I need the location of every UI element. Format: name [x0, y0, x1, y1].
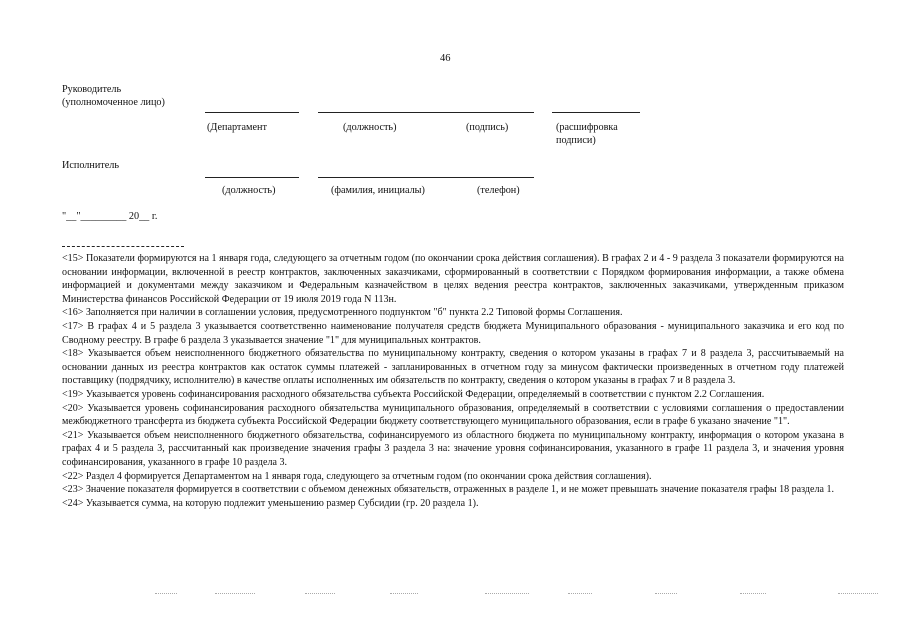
- scan-speck: [838, 593, 878, 595]
- scan-speck: [305, 593, 335, 595]
- footnote-17: <17> В графах 4 и 5 раздела 3 указывается соответственно наименование получателя средств бюджета Муниципального образования - муниципального заказчика и его код по Сводному реестру. В графе 6 раздела 3 указывается значение "1" для муниципальных контрактов.: [62, 320, 844, 346]
- date-line: "__"_________ 20__ г.: [62, 211, 158, 222]
- footnote-21: <21> Указывается объем неисполненного бюджетного обязательства, софинансируемого из областного бюджета по муниципальному контракту, информация о котором указана в графах 4 и 5 раздела 3, рассчитанный как произведение значения графы 3 раздела 3 на: значение уровня софинансирования, указанного в графе 11 раздела 3, и значения уровня софинансирования, указанного в графе 10 раздела 3.: [62, 429, 844, 468]
- footnote-24: <24> Указывается сумма, на которую подлежит уменьшению размер Субсидии (гр. 20 раздела 1).: [62, 497, 479, 509]
- footnotes: [62, 252, 844, 510]
- scan-speck: [485, 593, 529, 595]
- scan-speck: [655, 593, 677, 595]
- executor-name-caption: (фамилия, инициалы): [331, 185, 425, 196]
- scan-speck: [215, 593, 255, 595]
- department-signature-line: [205, 112, 299, 113]
- decoding-caption-line2: подписи): [556, 135, 596, 146]
- footnote-22: <22> Раздел 4 формируется Департаментом на 1 января года, следующего за отчетным годом (по окончании срока действия соглашения).: [62, 470, 652, 482]
- footnote-15: <15> Показатели формируются на 1 января года, следующего за отчетным годом (по окончании срока действия соглашения). В графах 2 и 4 - 9 раздела 3 показатели формируются на основании информации, включенной в реестр контрактов, заключенных заказчиками, сформированный в соответствии с Порядком формирования информации, а также обмена информацией и документами между заказчиком и Федеральным казначейством в целях ведения реестра контрактов, заключенных заказчиками, утвержденным приказом Министерства финансов Российской Федерации от 19 июля 2019 года N 113н.: [62, 253, 844, 305]
- decoding-signature-line: [552, 112, 640, 113]
- signature-caption: (подпись): [466, 122, 509, 133]
- head-label: Руководитель: [62, 84, 122, 95]
- footnote-16: <16> Заполняется при наличии в соглашении условия, предусмотренного подпунктом "б" пункта 2.2 Типовой формы Соглашения.: [62, 307, 623, 319]
- footnote-20: <20> Указывается уровень софинансирования расходного обязательства муниципального образования, определяемый в соответствии с условиями соглашения о предоставлении межбюджетного трансферта из бюджета субъекта Российской Федерации бюджету соответствующего муниципального образования, если в графе 6 указано значение "1".: [62, 402, 844, 428]
- scan-speck: [568, 593, 592, 595]
- scan-speck: [740, 593, 766, 595]
- position-caption: (должность): [343, 122, 397, 133]
- head-label-sub: (уполномоченное лицо): [62, 97, 165, 108]
- footnote-23: <23> Значение показателя формируется в соответствии с объемом денежных обязательств, отраженных в разделе 1, и не может превышать значение показателя графы 18 раздела 1.: [62, 484, 835, 496]
- scan-speck: [155, 593, 177, 595]
- footnote-18: <18> Указывается объем неисполненного бюджетного обязательства по муниципальному контракту, сведения о котором указаны в графах 7 и 8 раздела 3, рассчитываемый на основании данных из реестра контрактов как остаток суммы платежей - запланированных в отчетном году за минусом фактически произведенных в отчетном году платежей поставщику (подрядчику, исполнителю) в качестве оплаты исполненных им обязательств по контракту, сведения о котором указаны в графах 7 и 8 раздела 3.: [62, 348, 844, 387]
- executor-label: Исполнитель: [62, 160, 119, 171]
- executor-phone-caption: (телефон): [477, 185, 520, 196]
- department-caption: (Департамент: [207, 122, 267, 133]
- decoding-caption: (расшифровка: [556, 122, 618, 133]
- executor-position-line: [205, 177, 299, 178]
- footnote-separator: [62, 246, 184, 247]
- page-number: 46: [440, 53, 451, 64]
- scan-speck: [390, 593, 418, 595]
- executor-position-caption: (должность): [222, 185, 276, 196]
- executor-name-line: [318, 177, 534, 178]
- position-signature-line: [318, 112, 534, 113]
- footnote-19: <19> Указывается уровень софинансирования расходного обязательства субъекта Российской Федерации, определяемый в соответствии с пунктом 2.2 Соглашения.: [62, 388, 765, 400]
